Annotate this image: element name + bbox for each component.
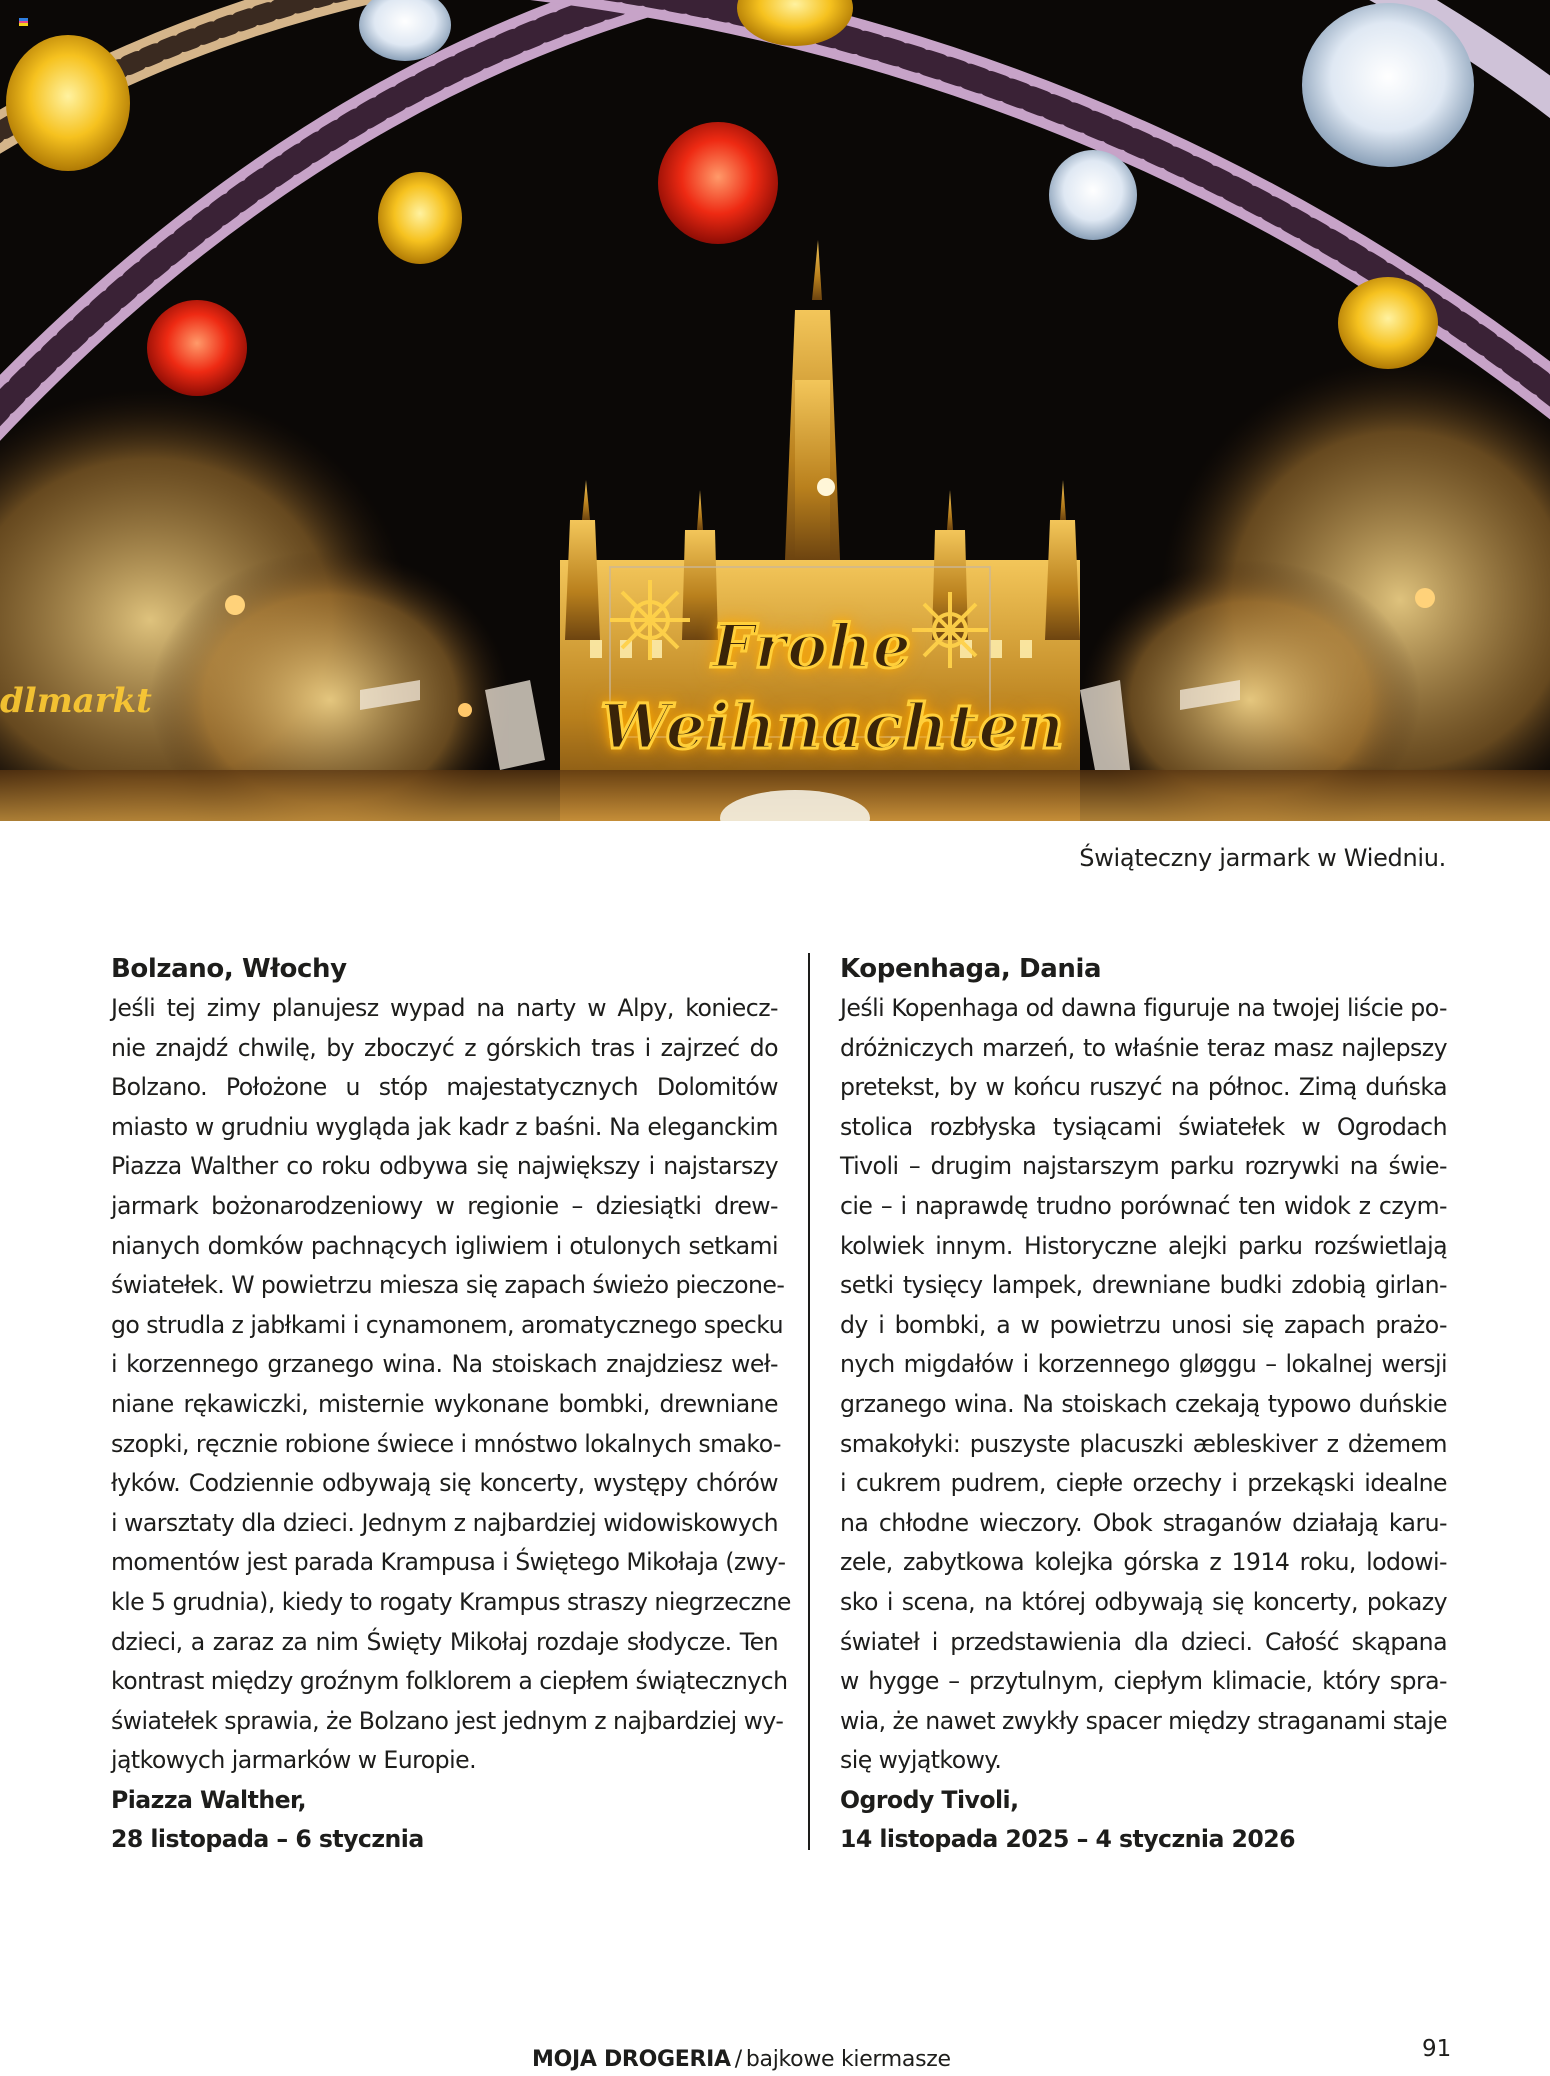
body-line: setki tysięcy lampek, drewniane budki zdobią girlan- <box>840 1271 1447 1300</box>
sign-frohe: Frohe <box>712 612 912 682</box>
body-line: dróżniczych marzeń, to właśnie teraz masz najlepszy <box>840 1033 1447 1062</box>
page-number: 91 <box>1422 2036 1452 2062</box>
body-line: pretekst, by w końcu ruszyć na północ. Zimą duńska <box>840 1073 1447 1102</box>
body-line: świateł i przedstawienia dla dzieci. Całość skąpana <box>840 1627 1447 1656</box>
body-line: momentów jest parada Krampusa i Świętego Mikołaja (zwy- <box>111 1548 786 1577</box>
body-line: na chłodne wieczory. Obok straganów działają karu- <box>840 1508 1447 1537</box>
body-line: dy i bombki, a w powietrzu unosi się zapach prażo- <box>840 1310 1447 1339</box>
body-line: miasto w grudniu wygląda jak kadr z baśni. Na eleganckim <box>111 1112 778 1141</box>
body-line: szopki, ręcznie robione świece i mnóstwo lokalnych smako- <box>111 1429 781 1458</box>
article-title: Bolzano, Włochy <box>111 954 347 984</box>
body-line: Jeśli Kopenhaga od dawna figuruje na twojej liście po- <box>840 994 1447 1022</box>
body-line: światełek sprawia, że Bolzano jest jednym z najbardziej wy- <box>111 1706 784 1735</box>
body-line: nianych domków pachnących igliwiem i otulonych setkami <box>111 1231 778 1260</box>
column-divider <box>808 953 810 1850</box>
hero-photo <box>0 0 1550 821</box>
body-line: nych migdałów i korzennego gløggu – lokalnej wersji <box>840 1350 1447 1379</box>
article-copenhagen <box>840 949 1447 1860</box>
body-line: jarmark bożonarodzeniowy w regionie – dziesiątki drew- <box>111 1191 778 1220</box>
body-line: stolica rozbłyska tysiącami światełek w Ogrodach <box>840 1112 1447 1141</box>
article-body <box>840 989 1447 1781</box>
body-line: kontrast między groźnym folklorem a ciepłem świątecznych <box>111 1667 788 1696</box>
svg-text:dlmarkt: dlmarkt <box>0 681 152 721</box>
body-line: i cukrem pudrem, ciepłe orzechy i przekąski idealne <box>840 1469 1447 1498</box>
body-line: jątkowych jarmarków w Europie. <box>111 1746 477 1775</box>
body-line: się wyjątkowy. <box>840 1746 1002 1775</box>
body-line: wia, że nawet zwykły spacer między straganami staje <box>840 1706 1448 1735</box>
body-line: kolwiek innym. Historyczne alejki parku rozświetlają <box>840 1231 1447 1260</box>
body-line: zele, zabytkowa kolejka górska z 1914 roku, lodowi- <box>840 1548 1447 1577</box>
body-line: w hygge – przytulnym, ciepłym klimacie, który spra- <box>840 1667 1447 1696</box>
body-line: łyków. Codziennie odbywają się koncerty, występy chórów <box>111 1469 778 1498</box>
body-line: nie znajdź chwilę, by zboczyć z górskich tras i zajrzeć do <box>111 1033 778 1062</box>
body-line: i warsztaty dla dzieci. Jednym z najbardziej widowiskowych <box>111 1508 778 1537</box>
clock-icon <box>817 478 835 496</box>
event-dates: 14 listopada 2025 – 4 stycznia 2026 <box>840 1825 1295 1854</box>
body-line: sko i scena, na której odbywają się koncerty, pokazy <box>840 1587 1447 1616</box>
body-line: Bolzano. Położone u stóp majestatycznych Dolomitów <box>111 1073 778 1102</box>
event-dates: 28 listopada – 6 stycznia <box>111 1825 424 1854</box>
body-line: Piazza Walther co roku odbywa się największy i najstarszy <box>111 1152 778 1181</box>
body-line: dzieci, a zaraz za nim Święty Mikołaj rozdaje słodycze. Ten <box>111 1627 778 1656</box>
event-location: Ogrody Tivoli, <box>840 1785 1019 1814</box>
body-line: niane rękawiczki, misternie wykonane bombki, drewniane <box>111 1389 778 1418</box>
article-title: Kopenhaga, Dania <box>840 954 1102 984</box>
footer-section: bajkowe kiermasze <box>745 2047 951 2072</box>
article-body <box>111 989 791 1781</box>
body-line: kle 5 grudnia), kiedy to rogaty Krampus straszy niegrzeczne <box>111 1587 791 1616</box>
sign-weihnachten: Weihnachten <box>600 690 1065 763</box>
body-line: światełek. W powietrzu miesza się zapach świeżo pieczone- <box>111 1271 785 1300</box>
body-line: go strudla z jabłkami i cynamonem, aromatycznego specku <box>111 1310 784 1339</box>
body-line: i korzennego grzanego wina. Na stoiskach znajdziesz weł- <box>111 1350 778 1379</box>
event-location: Piazza Walther, <box>111 1785 307 1814</box>
footer-separator: / <box>734 2047 742 2072</box>
body-line: smakołyki: puszyste placuszki æbleskiver z dżemem <box>840 1429 1447 1458</box>
article-bolzano <box>111 949 791 1860</box>
footer-brand: MOJA DROGERIA <box>532 2047 731 2072</box>
body-line: Jeśli tej zimy planujesz wypad na narty w Alpy, koniecz- <box>111 994 778 1022</box>
body-line: Tivoli – drugim najstarszym parku rozrywki na świe- <box>840 1152 1447 1181</box>
photo-caption: Świąteczny jarmark w Wiedniu. <box>1079 844 1446 872</box>
body-line: grzanego wina. Na stoiskach czekają typowo duńskie <box>840 1389 1447 1418</box>
body-line: cie – i naprawdę trudno porównać ten widok z czym- <box>840 1191 1447 1220</box>
page-footer <box>532 2045 951 2075</box>
color-flag-icon <box>19 18 28 26</box>
